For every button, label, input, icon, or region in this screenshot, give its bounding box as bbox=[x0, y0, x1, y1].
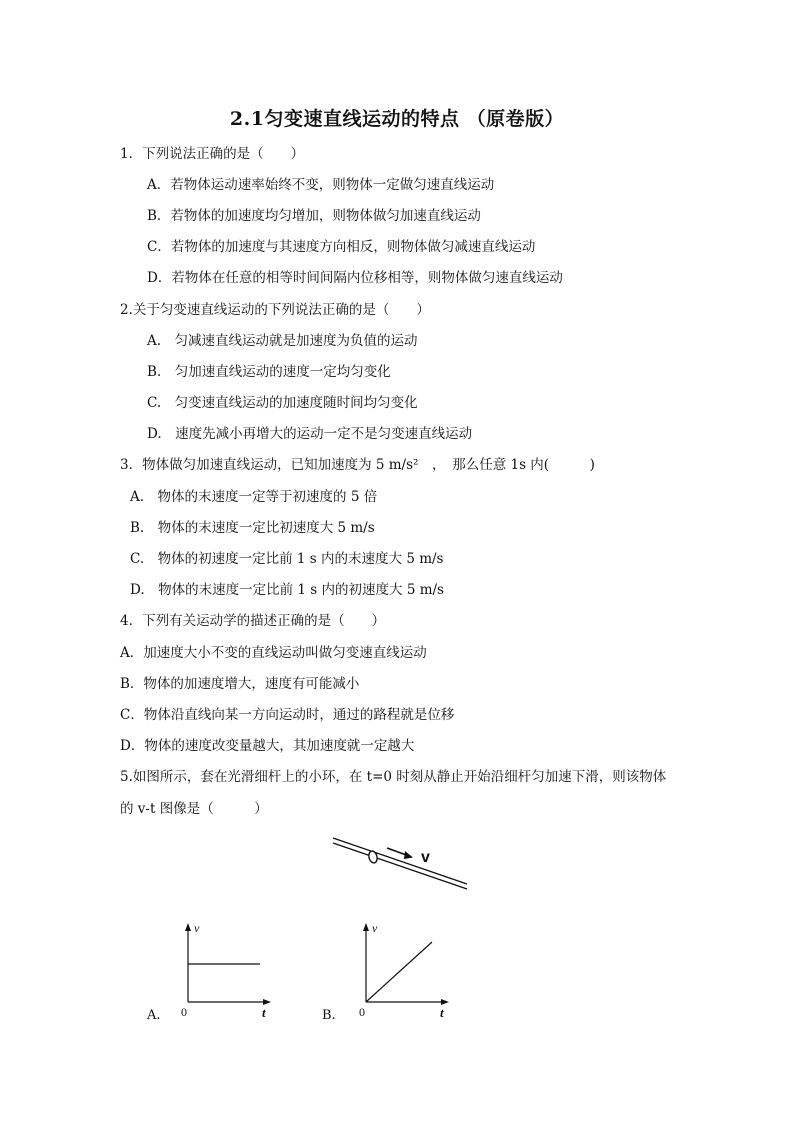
q3-option-b: B. 物体的末速度一定比初速度大 5 m/s bbox=[130, 520, 375, 536]
q5-stem-line1: 5.如图所示，套在光滑细杆上的小环，在 t=0 时刻从静止开始沿细杆匀加速下滑，则该物体 bbox=[120, 769, 667, 785]
graph-a-v-label: v bbox=[194, 921, 200, 935]
rod-ring-figure bbox=[325, 832, 475, 894]
graph-b-label: B. bbox=[322, 1008, 336, 1023]
q3-option-a: A. 物体的末速度一定等于初速度的 5 倍 bbox=[130, 489, 378, 505]
q3-stem: 3．物体做匀加速直线运动，已知加速度为 5 m/s² ， 那么任意 1s 内( ) bbox=[120, 457, 595, 473]
q3-option-d: D. 物体的末速度一定比前 1 s 内的初速度大 5 m/s bbox=[130, 582, 444, 598]
graph-b-origin: 0 bbox=[359, 1005, 365, 1018]
q4-option-a: A．加速度大小不变的直线运动叫做匀变速直线运动 bbox=[120, 645, 427, 661]
q2-option-a: A. 匀减速直线运动就是加速度为负值的运动 bbox=[147, 333, 418, 349]
rod-lower-edge bbox=[333, 843, 467, 889]
q1-stem: 1．下列说法正确的是（ ） bbox=[120, 146, 305, 162]
q5-stem-line2: 的 v-t 图像是（ ） bbox=[120, 801, 268, 817]
graph-b-v-arrow bbox=[363, 923, 369, 931]
q1-option-a: A．若物体运动速率始终不变，则物体一定做匀速直线运动 bbox=[147, 177, 495, 193]
q3-option-c: C. 物体的初速度一定比前 1 s 内的末速度大 5 m/s bbox=[130, 551, 444, 567]
graph-a-label: A. bbox=[147, 1008, 161, 1023]
rod-upper-edge bbox=[333, 838, 467, 884]
graph-a bbox=[170, 918, 280, 1018]
q4-option-b: B．物体的加速度增大，速度有可能减小 bbox=[120, 676, 360, 692]
ring-icon bbox=[368, 850, 379, 864]
graph-a-origin: 0 bbox=[181, 1005, 187, 1018]
velocity-arrow-head bbox=[404, 851, 413, 859]
q2-option-b: B. 匀加速直线运动的速度一定均匀变化 bbox=[147, 364, 391, 380]
graph-a-t-label: t bbox=[262, 1005, 266, 1018]
graph-b-t-label: t bbox=[440, 1005, 444, 1018]
q2-option-c: C. 匀变速直线运动的加速度随时间均匀变化 bbox=[147, 395, 418, 411]
q4-stem: 4．下列有关运动学的描述正确的是（ ） bbox=[120, 613, 386, 629]
graph-a-v-arrow bbox=[185, 923, 191, 931]
velocity-label: v bbox=[421, 849, 430, 866]
graph-b-curve bbox=[366, 942, 432, 1002]
q4-option-d: D．物体的速度改变量越大，其加速度就一定越大 bbox=[120, 738, 415, 754]
graph-b-v-label: v bbox=[372, 921, 378, 935]
q1-option-c: C．若物体的加速度与其速度方向相反，则物体做匀减速直线运动 bbox=[147, 239, 536, 255]
q2-stem: 2.关于匀变速直线运动的下列说法正确的是（ ） bbox=[120, 302, 430, 318]
graph-b bbox=[348, 918, 458, 1018]
q1-option-d: D．若物体在任意的相等时间间隔内位移相等，则物体做匀速直线运动 bbox=[147, 270, 563, 286]
q4-option-c: C．物体沿直线向某一方向运动时，通过的路程就是位移 bbox=[120, 707, 455, 723]
q2-option-d: D. 速度先减小再增大的运动一定不是匀变速直线运动 bbox=[147, 426, 473, 442]
page-title: 2.1匀变速直线运动的特点 （原卷版） bbox=[229, 108, 565, 130]
q1-option-b: B．若物体的加速度均匀增加，则物体做匀加速直线运动 bbox=[147, 208, 481, 224]
